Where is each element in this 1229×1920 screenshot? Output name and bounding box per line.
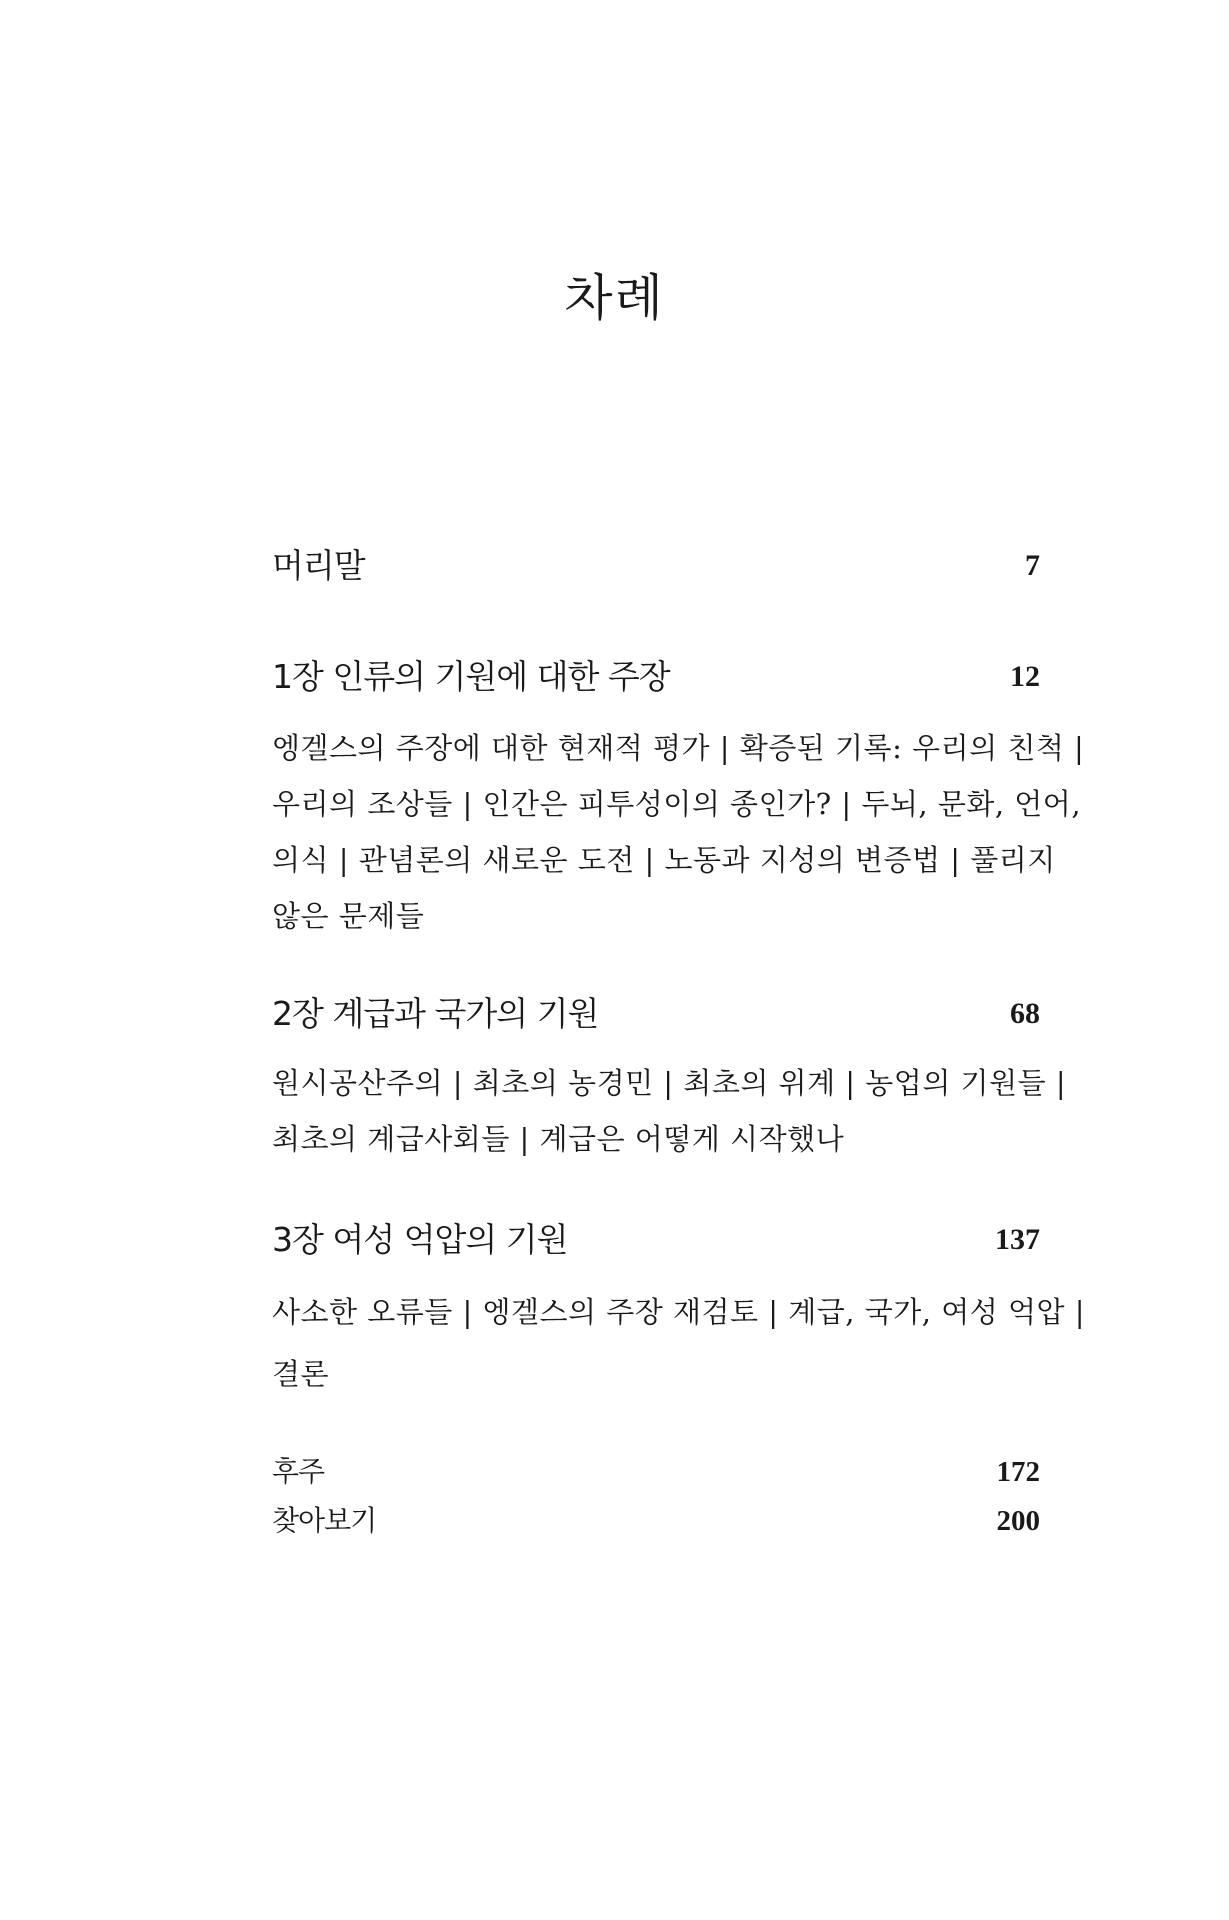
toc-entry-title: 후주 xyxy=(272,1455,325,1488)
chapter-page-number: 137 xyxy=(995,1223,1040,1256)
toc-entry-preface[interactable] xyxy=(272,541,1088,591)
toc-entry-header xyxy=(272,1215,1088,1265)
toc-entry-header xyxy=(272,652,1088,702)
toc-entry-chapter-3[interactable] xyxy=(272,1215,1088,1405)
chapter-sections: 원시공산주의 | 최초의 농경민 | 최초의 위계 | 농업의 기원들 | 최초의 계급사회들 | 계급은 어떻게 시작했나 xyxy=(272,1066,1067,1156)
toc-entry-title: 찾아보기 xyxy=(272,1504,377,1537)
chapter-page-number: 12 xyxy=(1010,660,1040,693)
chapter-title: 2장 계급과 국가의 기원 xyxy=(272,994,599,1033)
toc-entry-index[interactable] xyxy=(272,1499,1088,1543)
chapter-page-number: 68 xyxy=(1010,997,1040,1030)
toc-entry-title: 머리말 xyxy=(272,546,365,585)
chapter-sections: 엥겔스의 주장에 대한 현재적 평가 | 확증된 기록: 우리의 친척 | 우리의 조상들 | 인간은 피투성이의 종인가? | 두뇌, 문화, 언어, 의식 | 관념론의 새로운 도전 | 노동과 지성의 변증법 | 풀리지 않은 문제들 xyxy=(272,731,1085,933)
toc-entry-header xyxy=(272,989,1088,1039)
chapter-title: 1장 인류의 기원에 대한 주장 xyxy=(272,657,670,696)
toc-entry-page-number: 172 xyxy=(996,1456,1040,1488)
page-title: 차례 xyxy=(564,269,665,327)
toc-entry-page-number: 7 xyxy=(1025,549,1040,582)
chapter-title: 3장 여성 억압의 기원 xyxy=(272,1220,568,1259)
toc-entry-header xyxy=(272,541,1088,591)
toc-entry-chapter-1[interactable] xyxy=(272,652,1088,944)
toc-entry-page-number: 200 xyxy=(996,1505,1040,1537)
toc-entry-chapter-2[interactable] xyxy=(272,989,1088,1167)
toc-entry-notes[interactable] xyxy=(272,1450,1088,1494)
chapter-sections: 사소한 오류들 | 엥겔스의 주장 재검토 | 계급, 국가, 여성 억압 | 결론 xyxy=(272,1295,1085,1391)
